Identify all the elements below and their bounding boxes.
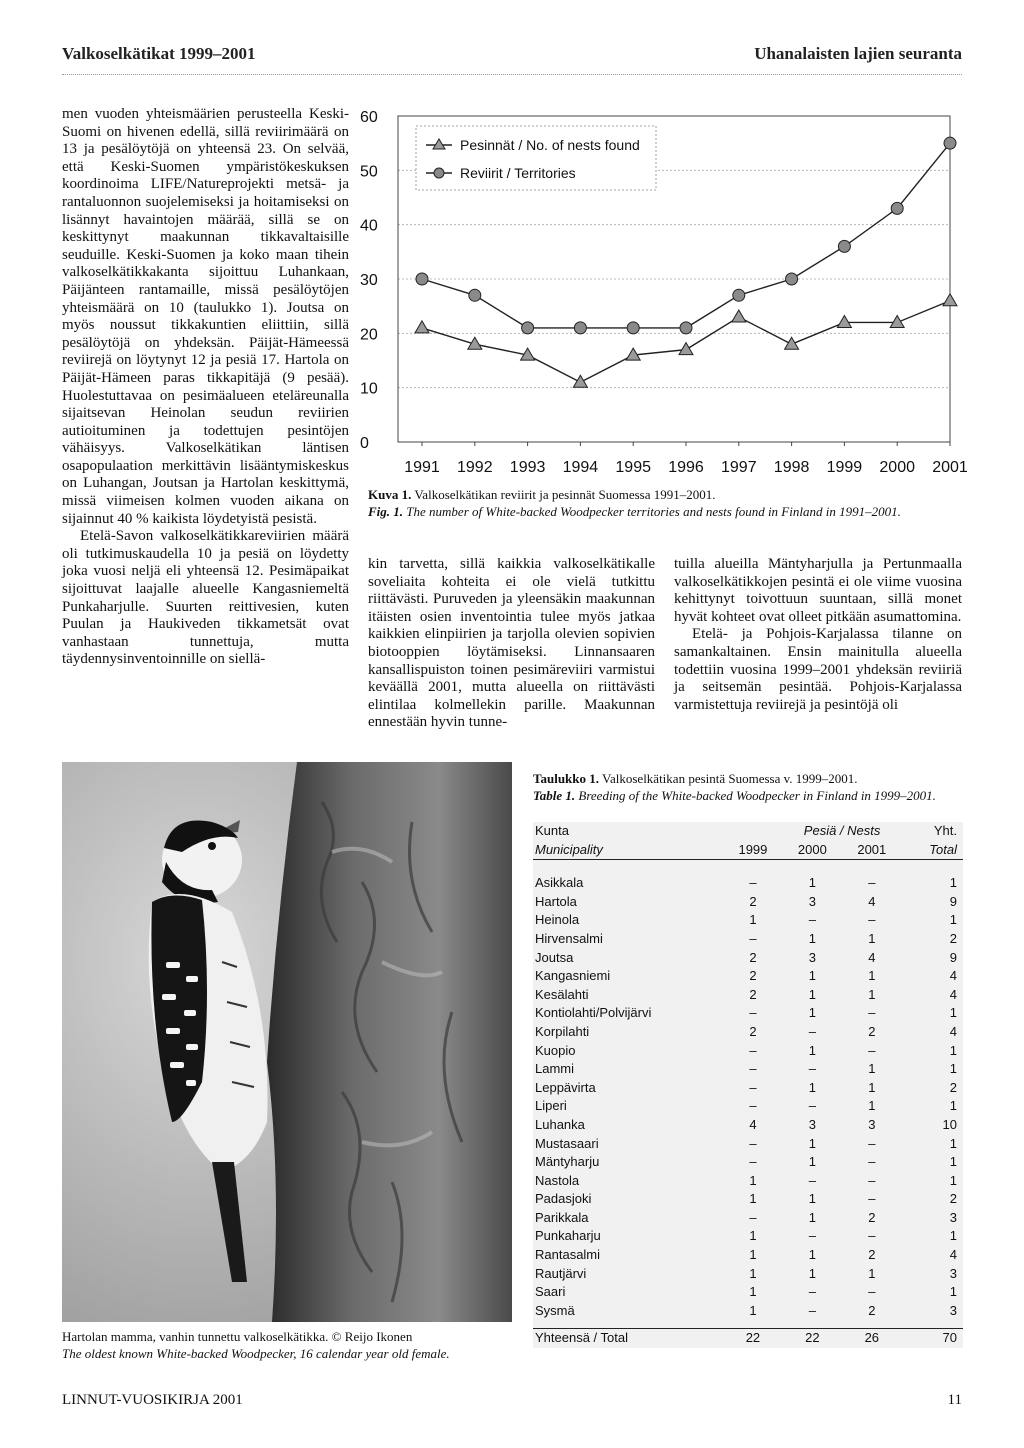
cell-1999: – [749, 1042, 757, 1058]
data-point-nests [785, 337, 799, 349]
table-row [533, 1153, 963, 1172]
data-point-territory [627, 322, 639, 334]
cell-municipality: Punkaharju [535, 1228, 601, 1244]
table-row [533, 1190, 963, 1209]
cell-total: 1 [949, 1005, 957, 1021]
cell-1999: 1 [749, 1172, 757, 1188]
total-label: Yhteensä / Total [535, 1330, 628, 1346]
cell-total: 2 [949, 1079, 957, 1095]
cell-total: 3 [949, 1265, 957, 1281]
cell-1999: 1 [749, 912, 757, 928]
cell-2001: – [868, 912, 876, 928]
body-column-1 [62, 106, 349, 669]
cell-1999: 2 [749, 968, 757, 984]
cell-municipality: Asikkala [535, 875, 584, 891]
caption-label: Fig. 1. [368, 504, 404, 519]
table-header-row [533, 822, 963, 841]
cell-municipality: Kangasniemi [535, 968, 611, 984]
header-2001: 2001 [857, 841, 887, 857]
cell-1999: 1 [749, 1191, 757, 1207]
cell-2001: – [868, 1042, 876, 1058]
header-2000: 2000 [797, 841, 827, 857]
cell-2001: 1 [868, 1079, 876, 1095]
photo-caption [62, 1328, 512, 1362]
caption-text: Valkoselkätikan pesintä Suomessa v. 1999–2001. [602, 771, 858, 786]
cell-1999: 2 [749, 949, 757, 965]
figure-caption [368, 486, 964, 520]
photo-caption-fi: Hartolan mamma, vanhin tunnettu valkoselkätikka. © Reijo Ikonen [62, 1329, 413, 1344]
cell-1999: – [749, 875, 757, 891]
cell-2001: 2 [868, 1247, 876, 1263]
data-point-territory [786, 273, 798, 285]
cell-total: 3 [949, 1209, 957, 1225]
data-point-nests [415, 321, 429, 333]
header-rule [62, 74, 962, 75]
data-point-territory [416, 273, 428, 285]
table-row [533, 911, 963, 930]
header-municipality: Municipality [535, 841, 603, 857]
cell-municipality: Leppävirta [535, 1079, 596, 1095]
caption-text: Valkoselkätikan reviirit ja pesinnät Suomessa 1991–2001. [414, 487, 716, 502]
cell-total: 4 [949, 1247, 957, 1263]
chart-grid [398, 170, 950, 387]
cell-2000: 1 [808, 1247, 816, 1263]
table-row [533, 1135, 963, 1154]
caption-label: Taulukko 1. [533, 771, 600, 786]
y-tick-label: 60 [360, 109, 378, 126]
series-line [422, 301, 950, 383]
table-row [533, 1302, 963, 1321]
cell-1999: 2 [749, 893, 757, 909]
cell-total: 4 [949, 1023, 957, 1039]
paragraph: men vuoden yhteismäärien perusteella Keski-Suomi on hivenen edellä, sillä reviirimäärä on 13 ja pesälöytöjä on yhteensä 23. On selvää, että Keski-Suomen ympäristökeskuksen koordinoima LIFE/Natureprojekti metsä- ja rantaluonnon suojelemiseksi ja hoitamiseksi on lisännyt havaintojen määrää, sillä se on keskittynyt maakunnan tikkavaltaisille seuduille. Keski-Suomen ja koko maan tihein valkoselkätikkakanta sijoittuu Luhankaan, Päijänteen rantamaille, missä pesälöytöjen yhteismäärä on 10 (taulukko 1). Joutsa on myös noussut tikkakuntien eliittiin, sillä pesälöytöjä on yhdeksän. Päijät-Hämeessä reviirejä on löytynyt 12 ja pesiä 17. Hartola on Päijät-Hämeen paras tikkapitäjä (9 pesää). Huolestuttavaa on pesimäalueen eteläreunalla sijaitsevan Heinolan seudun reviirien autioituminen ja todettujen pesintöjen vähäisyys. Valkoselkätikan läntisen osapopulaation merkittävin lisääntymiskeskus on Luhangan, Joutsan ja Hartolan keskittymä, missä viimeisen kolmen vuoden aikana on sijainnut 40 % kaikista löydetyistä pesistä. [62, 106, 349, 527]
cell-2001: 2 [868, 1023, 876, 1039]
cell-total: 1 [949, 1284, 957, 1300]
cell-municipality: Heinola [535, 912, 580, 928]
cell-1999: 1 [749, 1302, 757, 1318]
cell-total: 1 [949, 912, 957, 928]
cell-2001: – [868, 1135, 876, 1151]
cell-1999: – [749, 1098, 757, 1114]
total-2000: 22 [805, 1330, 820, 1346]
y-tick-label: 50 [360, 163, 378, 181]
cell-2001: – [868, 1228, 876, 1244]
cell-total: 1 [949, 1098, 957, 1114]
x-tick-label: 1995 [615, 459, 651, 476]
data-point-territory [522, 322, 534, 334]
y-tick-label: 0 [360, 435, 369, 452]
cell-2001: – [868, 1284, 876, 1300]
cell-2001: – [868, 1191, 876, 1207]
cell-total: 1 [949, 1172, 957, 1188]
cell-total: 1 [949, 1154, 957, 1170]
data-point-territory [944, 137, 956, 149]
cell-2000: 1 [808, 1154, 816, 1170]
cell-2001: – [868, 1005, 876, 1021]
cell-municipality: Saari [535, 1284, 566, 1300]
cell-total: 9 [949, 949, 957, 965]
cell-1999: – [749, 1209, 757, 1225]
cell-2000: 1 [808, 1265, 816, 1281]
cell-2000: 1 [808, 1042, 816, 1058]
table-row [533, 1283, 963, 1302]
x-tick-label: 1994 [562, 459, 599, 476]
cell-1999: 1 [749, 1247, 757, 1263]
cell-2000: – [808, 912, 816, 928]
header-yht: Yht. [933, 823, 957, 838]
x-tick-label: 2001 [932, 459, 968, 476]
y-tick-label: 10 [360, 380, 378, 398]
table-row [533, 967, 963, 986]
cell-total: 9 [949, 893, 957, 909]
cell-municipality: Kontiolahti/Polvijärvi [535, 1005, 652, 1021]
cell-2000: 1 [808, 986, 816, 1002]
data-point-territory [733, 289, 745, 301]
paragraph: Etelä-Savon valkoselkätikkareviirien määrä oli tutkimuskaudella 10 ja pesiä on löydetty joka vuosi neljä eli yhteensä 12. Pesimäpaikat sijoittuvat laajalle alueelle Kangasniemeltä Punkaharjulle. Suurten reittivesien, kuten Puulan ja Haukiveden tikkametsät ovat vanhastaan tunnettuja, mutta täydennysinventoinnille on siellä- [62, 528, 349, 668]
table-row [533, 874, 963, 893]
cell-2001: 4 [868, 893, 876, 909]
cell-2000: 1 [808, 1079, 816, 1095]
cell-1999: 4 [749, 1116, 757, 1132]
cell-2001: 4 [868, 949, 876, 965]
breeding-table [533, 822, 963, 1348]
cell-2000: 3 [808, 1116, 816, 1132]
running-header-right: Uhanalaisten lajien seuranta [754, 44, 962, 63]
footer-publication: LINNUT-VUOSIKIRJA 2001 [62, 1392, 243, 1408]
cell-total: 1 [949, 1042, 957, 1058]
x-tick-label: 1998 [773, 459, 810, 476]
paragraph: tuilla alueilla Mäntyharjulla ja Pertunmaalla valkoselkätikkojen pesintä ei ole viime vuosina kehittynyt toivottuun suuntaan, sillä monet hyvät kohteet ovat olleet pitkään asumattomina. [674, 556, 962, 625]
caption-text: Breeding of the White-backed Woodpecker in Finland in 1999–2001. [578, 788, 936, 803]
cell-2001: – [868, 1172, 876, 1188]
data-point-territory [680, 322, 692, 334]
x-tick-label: 1999 [826, 459, 863, 476]
total-1999: 22 [745, 1330, 761, 1346]
paragraph: Etelä- ja Pohjois-Karjalassa tilanne on samankaltainen. Ensin mainitulla alueella todettiin vuosina 1999–2001 yhdeksän reviiriä ja seitsemän pesintää. Pohjois-Karjalassa varmistettuja reviirejä ja pesintöjä oli [674, 626, 962, 713]
cell-municipality: Mäntyharju [535, 1154, 600, 1170]
cell-2000: 3 [808, 893, 816, 909]
cell-2001: 2 [868, 1209, 876, 1225]
cell-2001: 1 [868, 1061, 876, 1077]
data-point-nests [943, 294, 957, 306]
cell-municipality: Rantasalmi [535, 1247, 601, 1263]
cell-municipality: Hartola [535, 893, 577, 909]
cell-municipality: Nastola [535, 1172, 580, 1188]
cell-2000: 1 [808, 1191, 816, 1207]
body-column-2 [368, 556, 655, 732]
cell-2000: 1 [808, 1135, 816, 1151]
x-tick-label: 2000 [879, 459, 915, 476]
caption-label: Table 1. [533, 788, 576, 803]
line-chart [352, 100, 968, 482]
cell-total: 1 [949, 1135, 957, 1151]
header-total: Total [929, 841, 957, 857]
cell-1999: – [749, 1005, 757, 1021]
cell-total: 4 [949, 968, 957, 984]
cell-2001: 2 [868, 1302, 876, 1318]
cell-2000: – [808, 1061, 816, 1077]
cell-municipality: Lammi [535, 1061, 575, 1077]
cell-1999: 1 [749, 1265, 757, 1281]
table-row [533, 1060, 963, 1079]
table-row [533, 986, 963, 1005]
cell-2000: 3 [808, 949, 816, 965]
body-column-3 [674, 556, 962, 714]
x-tick-label: 1996 [668, 459, 704, 476]
table-row [533, 1023, 963, 1042]
table-row [533, 1227, 963, 1246]
x-tick-label: 1991 [404, 459, 440, 476]
cell-2001: 1 [868, 968, 876, 984]
data-point-nests [890, 315, 904, 327]
data-point-territory [469, 289, 481, 301]
paragraph: kin tarvetta, sillä kaikkia valkoselkätikalle soveliaita kohteita ei ole vielä tutkittu riittävästi. Puruveden ja yleensäkin maakunnan itäisten osien inventointia tulee myös jatkaa kaikkien elinpiirien ja tarjolla olevien sopivien biotooppien löytämiseksi. Linnansaaren kansallispuiston toinen pesimäreviiri varmistui keväällä 2001, mutta alueella on riittävästi elintilaa kolmellekin parille. Maakunnan ennestään hyvin tunne- [368, 556, 655, 731]
data-point-territory [891, 202, 903, 214]
cell-municipality: Parikkala [535, 1209, 589, 1225]
cell-municipality: Kesälahti [535, 986, 589, 1002]
data-point-territory [574, 322, 586, 334]
table-caption [533, 770, 963, 804]
cell-municipality: Joutsa [535, 949, 574, 965]
x-tick-label: 1993 [509, 459, 546, 476]
photo-caption-en: The oldest known White-backed Woodpecker, 16 calendar year old female. [62, 1346, 450, 1361]
table-row [533, 1004, 963, 1023]
caption-label: Kuva 1. [368, 487, 412, 502]
cell-municipality: Liperi [535, 1098, 567, 1114]
cell-municipality: Sysmä [535, 1302, 575, 1318]
table-row [533, 1265, 963, 1284]
cell-total: 3 [949, 1302, 957, 1318]
table-row [533, 893, 963, 912]
cell-municipality: Korpilahti [535, 1023, 590, 1039]
legend-marker [434, 168, 444, 178]
cell-1999: 1 [749, 1284, 757, 1300]
table-row [533, 1097, 963, 1116]
table-header-row [533, 841, 963, 861]
y-tick-label: 40 [360, 217, 378, 235]
cell-2000: 1 [808, 930, 816, 946]
caption-text: The number of White-backed Woodpecker territories and nests found in Finland in 1991–2001. [406, 504, 901, 519]
table-row [533, 930, 963, 949]
cell-total: 4 [949, 986, 957, 1002]
cell-municipality: Rautjärvi [535, 1265, 587, 1281]
cell-2000: – [808, 1172, 816, 1188]
cell-1999: 2 [749, 986, 757, 1002]
header-1999: 1999 [738, 841, 768, 857]
cell-2000: – [808, 1023, 816, 1039]
cell-1999: – [749, 930, 757, 946]
cell-1999: 1 [749, 1228, 757, 1244]
cell-2001: – [868, 1154, 876, 1170]
cell-2001: 1 [868, 1098, 876, 1114]
cell-total: 2 [949, 930, 957, 946]
cell-total: 1 [949, 1228, 957, 1244]
cell-2000: 1 [808, 875, 816, 891]
table-row [533, 1079, 963, 1098]
cell-2000: – [808, 1228, 816, 1244]
legend-label: Pesinnät / No. of nests found [460, 137, 640, 153]
cell-2001: 1 [868, 1265, 876, 1281]
cell-2000: – [808, 1098, 816, 1114]
cell-1999: – [749, 1154, 757, 1170]
cell-2000: – [808, 1302, 816, 1318]
cell-total: 2 [949, 1191, 957, 1207]
x-tick-label: 1992 [457, 459, 493, 476]
cell-2001: 1 [868, 930, 876, 946]
cell-2000: 1 [808, 968, 816, 984]
data-point-nests [573, 375, 587, 387]
tree-trunk [267, 762, 512, 1322]
cell-2000: 1 [808, 1005, 816, 1021]
data-point-territory [838, 240, 850, 252]
cell-total: 1 [949, 875, 957, 891]
cell-1999: 2 [749, 1023, 757, 1039]
cell-2001: 3 [868, 1116, 876, 1132]
table-row [533, 1042, 963, 1061]
running-header-left: Valkoselkätikat 1999–2001 [62, 44, 256, 63]
x-tick-label: 1997 [721, 459, 757, 476]
cell-municipality: Kuopio [535, 1042, 576, 1058]
table-row [533, 1246, 963, 1265]
cell-2000: – [808, 1284, 816, 1300]
header-kunta: Kunta [535, 823, 569, 838]
cell-2001: – [868, 875, 876, 891]
y-tick-label: 30 [360, 272, 378, 289]
header-nests: Pesiä / Nests [803, 823, 881, 838]
cell-municipality: Mustasaari [535, 1135, 599, 1151]
y-tick-label: 20 [360, 326, 378, 344]
cell-2001: 1 [868, 986, 876, 1002]
woodpecker-photo [62, 762, 512, 1322]
data-point-nests [837, 315, 851, 327]
table-body [533, 874, 963, 1320]
cell-2000: 1 [808, 1209, 816, 1225]
table-row [533, 1172, 963, 1191]
cell-municipality: Padasjoki [535, 1191, 592, 1207]
table-row [533, 1209, 963, 1228]
page-number: 11 [947, 1392, 962, 1408]
total-2001: 26 [864, 1330, 880, 1346]
cell-municipality: Hirvensalmi [535, 930, 603, 946]
data-point-nests [732, 310, 746, 322]
cell-total: 10 [942, 1116, 957, 1132]
cell-municipality: Luhanka [535, 1116, 585, 1132]
cell-total: 1 [949, 1061, 957, 1077]
table-total-row [533, 1328, 963, 1348]
cell-1999: – [749, 1079, 757, 1095]
cell-1999: – [749, 1061, 757, 1077]
table-row [533, 949, 963, 968]
cell-1999: – [749, 1135, 757, 1151]
data-point-nests [679, 343, 693, 355]
legend-label: Reviirit / Territories [460, 165, 576, 181]
total-all: 70 [942, 1330, 957, 1346]
table-row [533, 1116, 963, 1135]
chart-legend [416, 126, 656, 190]
